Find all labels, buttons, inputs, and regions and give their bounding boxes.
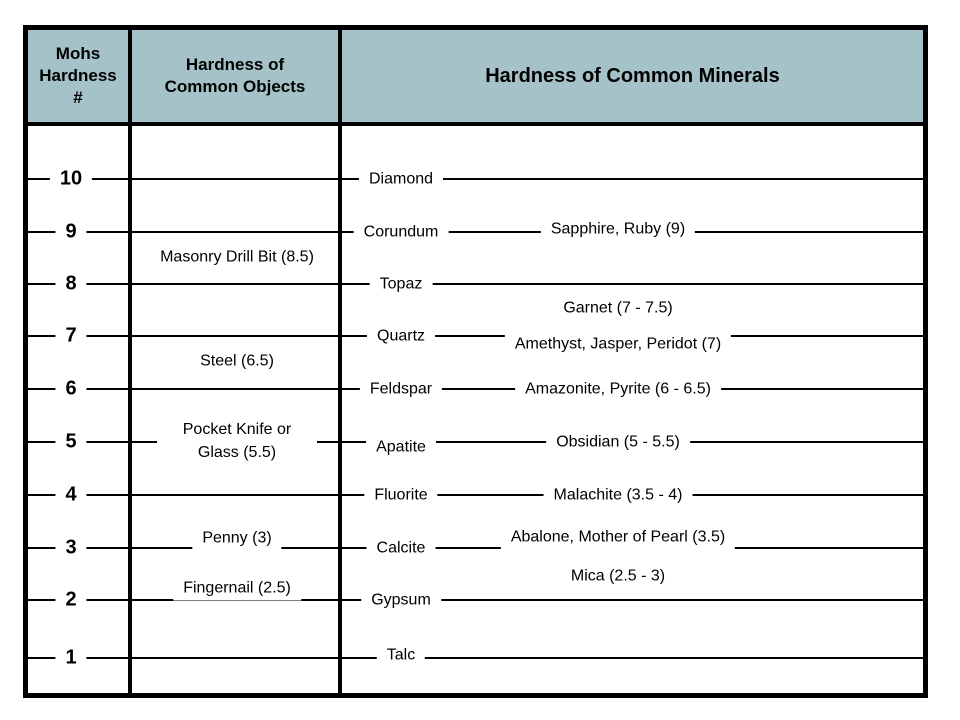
hardness-level-line-3	[28, 547, 923, 549]
object-pocket-knife-line2: Glass (5.5)	[197, 444, 277, 461]
mineral-topaz: Topaz	[370, 272, 433, 297]
header-objects-line2: Common Objects	[164, 77, 306, 96]
scale-number-10: 10	[50, 166, 92, 193]
hardness-level-line-8	[28, 283, 923, 285]
hardness-level-line-1	[28, 657, 923, 659]
gem-obsidian: Obsidian (5 - 5.5)	[546, 430, 690, 455]
scale-number-7: 7	[55, 323, 86, 350]
object-penny: Penny (3)	[192, 526, 281, 551]
mineral-fluorite: Fluorite	[364, 483, 437, 508]
header-bottom-border	[28, 122, 923, 126]
gem-mica: Mica (2.5 - 3)	[561, 564, 675, 589]
scale-number-8: 8	[55, 271, 86, 298]
gem-garnet: Garnet (7 - 7.5)	[553, 296, 682, 321]
mineral-apatite: Apatite	[366, 435, 436, 460]
header-mohs-hardness	[28, 43, 128, 109]
column-divider-scale-objects	[128, 30, 132, 693]
scale-number-6: 6	[55, 376, 86, 403]
scale-number-4: 4	[55, 482, 86, 509]
mineral-corundum: Corundum	[354, 220, 449, 245]
object-pocket-knife-line1: Pocket Knife or	[182, 421, 292, 438]
object-steel: Steel (6.5)	[190, 349, 284, 374]
hardness-level-line-4	[28, 494, 923, 496]
header-mohs-line3: #	[73, 88, 83, 107]
header-mohs-line2: Hardness	[39, 66, 117, 85]
object-fingernail: Fingernail (2.5)	[173, 576, 301, 601]
header-common-minerals: Hardness of Common Minerals	[485, 65, 780, 87]
header-mohs-line1: Mohs	[55, 44, 101, 63]
scale-number-5: 5	[55, 429, 86, 456]
mineral-gypsum: Gypsum	[361, 588, 441, 613]
hardness-level-line-6	[28, 388, 923, 390]
scale-number-9: 9	[55, 219, 86, 246]
header-common-objects	[132, 54, 338, 98]
object-pocket-knife-or-glass	[157, 416, 317, 466]
mineral-diamond: Diamond	[359, 167, 443, 192]
scale-number-1: 1	[55, 645, 86, 672]
mineral-quartz: Quartz	[367, 324, 435, 349]
mineral-talc: Talc	[377, 643, 425, 668]
object-masonry-drill-bit: Masonry Drill Bit (8.5)	[150, 245, 324, 270]
mineral-feldspar: Feldspar	[360, 377, 442, 402]
hardness-level-line-7	[28, 335, 923, 337]
scale-number-2: 2	[55, 587, 86, 614]
hardness-level-line-9	[28, 231, 923, 233]
gem-amazonite-pyrite: Amazonite, Pyrite (6 - 6.5)	[515, 377, 721, 402]
mohs-hardness-table	[23, 25, 928, 698]
column-divider-objects-minerals	[338, 30, 342, 693]
gem-sapphire-ruby: Sapphire, Ruby (9)	[541, 217, 695, 242]
mineral-calcite: Calcite	[367, 536, 436, 561]
gem-malachite: Malachite (3.5 - 4)	[544, 483, 693, 508]
header-objects-line1: Hardness of	[185, 55, 285, 74]
scale-number-3: 3	[55, 535, 86, 562]
gem-abalone-mother-of-pearl: Abalone, Mother of Pearl (3.5)	[501, 525, 735, 550]
hardness-level-line-10	[28, 178, 923, 180]
hardness-level-line-2	[28, 599, 923, 601]
gem-amethyst-jasper-peridot: Amethyst, Jasper, Peridot (7)	[505, 332, 731, 357]
